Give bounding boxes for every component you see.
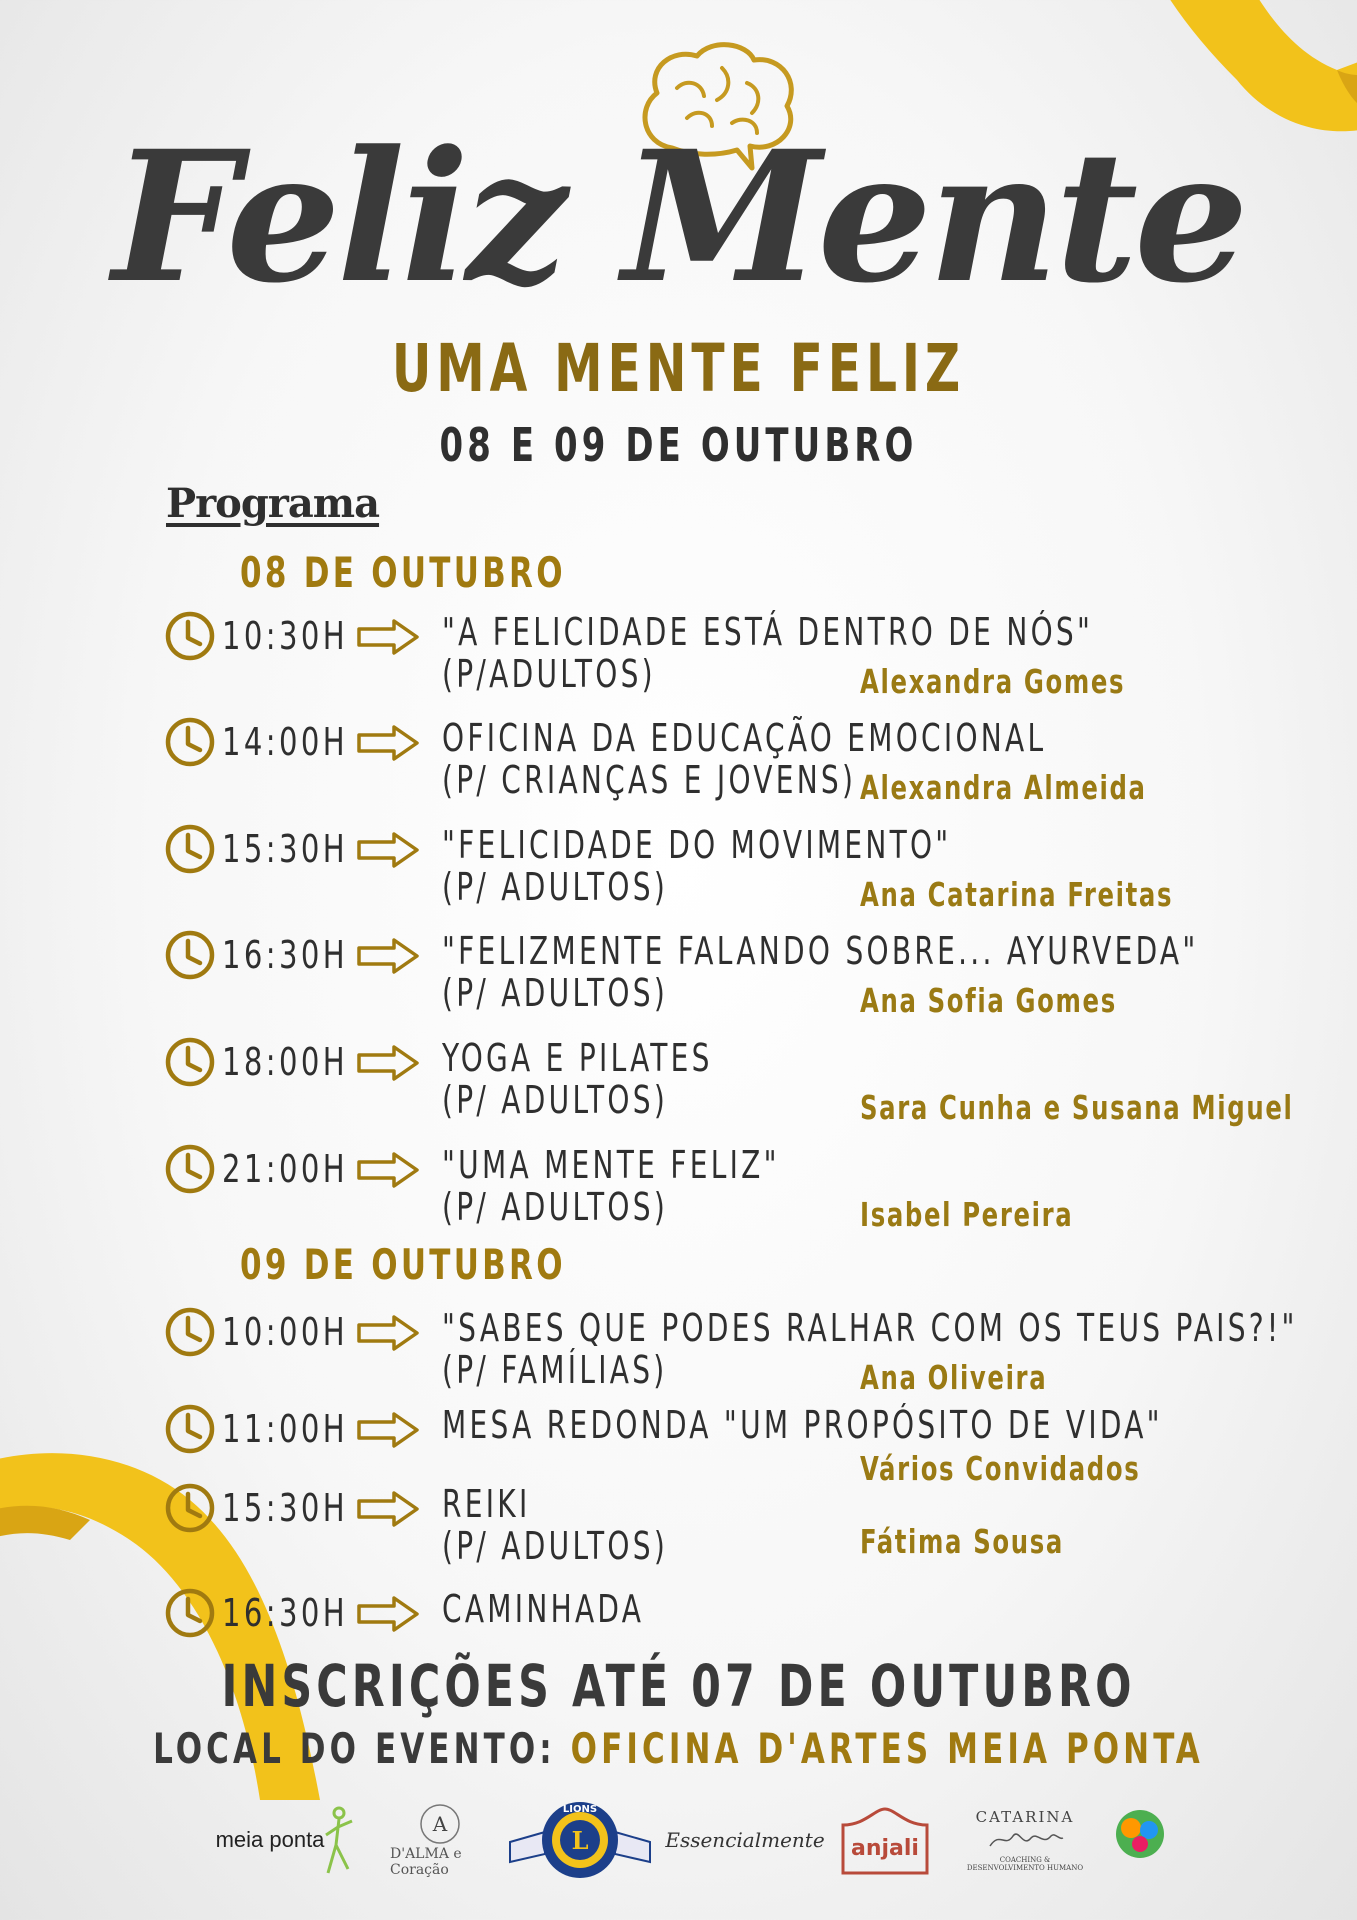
meia-ponta-logo xyxy=(210,1790,360,1890)
day2-heading: 09 DE OUTUBRO xyxy=(240,1240,566,1289)
item-activity: YOGA E PILATES xyxy=(442,1036,713,1080)
clock-icon xyxy=(164,1403,216,1455)
item-time: 18:00H xyxy=(222,1040,348,1084)
clock-icon xyxy=(164,929,216,981)
item-time: 21:00H xyxy=(222,1147,348,1191)
item-activity: "A FELICIDADE ESTÁ DENTRO DE NÓS" xyxy=(442,610,1094,654)
item-activity: "SABES QUE PODES RALHAR COM OS TEUS PAIS?!" xyxy=(442,1306,1298,1350)
item-speaker: Ana Oliveira xyxy=(860,1358,1048,1397)
program-item xyxy=(0,1143,1357,1243)
event-title: Feliz Mente xyxy=(112,112,1245,323)
alma-monogram-icon xyxy=(418,1802,462,1846)
clock-icon xyxy=(164,1143,216,1195)
clock-icon xyxy=(164,823,216,875)
anjali-logo xyxy=(830,1790,940,1890)
item-audience: (P/ ADULTOS) xyxy=(442,865,669,909)
item-time: 14:00H xyxy=(222,720,348,764)
item-time: 10:00H xyxy=(222,1310,348,1354)
arrow-right-icon xyxy=(356,937,420,975)
program-item xyxy=(0,1482,1357,1582)
item-audience: (P/ ADULTOS) xyxy=(442,971,669,1015)
item-speaker: Isabel Pereira xyxy=(860,1195,1074,1234)
lions-logo-text: LIONS xyxy=(562,1804,598,1815)
item-audience: (P/ CRIANÇAS E JOVENS) xyxy=(442,758,857,802)
item-activity: "UMA MENTE FELIZ" xyxy=(442,1143,780,1187)
item-speaker: Vários Convidados xyxy=(860,1449,1141,1488)
clock-icon xyxy=(164,716,216,768)
item-time: 10:30H xyxy=(222,614,348,658)
svg-text:A: A xyxy=(432,1812,448,1836)
program-item xyxy=(0,929,1357,1029)
clock-icon xyxy=(164,1587,216,1639)
event-location xyxy=(122,1724,1235,1773)
arrow-right-icon xyxy=(356,1595,420,1633)
item-activity: OFICINA DA EDUCAÇÃO EMOCIONAL xyxy=(442,716,1047,760)
anjali-logo-text: anjali xyxy=(851,1836,919,1861)
arrow-right-icon xyxy=(356,1490,420,1528)
item-speaker: Fátima Sousa xyxy=(860,1522,1064,1561)
arrow-right-icon xyxy=(356,618,420,656)
svg-text:L: L xyxy=(571,1826,589,1855)
item-audience: (P/ADULTOS) xyxy=(442,652,656,696)
catarina-logo-subtext: COACHING & DESENVOLVIMENTO HUMANO xyxy=(966,1856,1084,1872)
location-value: OFICINA D'ARTES MEIA PONTA xyxy=(570,1724,1204,1773)
arrow-right-icon xyxy=(356,831,420,869)
item-activity: "FELIZMENTE FALANDO SOBRE... AYURVEDA" xyxy=(442,929,1199,973)
catarina-freitas-logo xyxy=(960,1790,1090,1890)
arrow-right-icon xyxy=(356,1411,420,1449)
event-dates: 08 E 09 DE OUTUBRO xyxy=(439,418,918,472)
program-item xyxy=(0,823,1357,923)
item-audience: (P/ ADULTOS) xyxy=(442,1185,669,1229)
item-speaker: Alexandra Almeida xyxy=(860,768,1147,807)
clock-icon xyxy=(164,1036,216,1088)
item-activity: CAMINHADA xyxy=(442,1587,645,1631)
item-speaker: Sara Cunha e Susana Miguel xyxy=(860,1088,1294,1127)
freitas-signature xyxy=(985,1826,1065,1852)
item-audience: (P/ FAMÍLIAS) xyxy=(442,1348,668,1392)
item-time: 16:30H xyxy=(222,933,348,977)
arrow-right-icon xyxy=(356,1151,420,1189)
catarina-logo-text: CATARINA xyxy=(975,1808,1075,1826)
registration-deadline: INSCRIÇÕES ATÉ 07 DE OUTUBRO xyxy=(221,1652,1136,1720)
item-time: 16:30H xyxy=(222,1591,348,1635)
arrow-right-icon xyxy=(356,1044,420,1082)
item-time: 15:30H xyxy=(222,827,348,871)
arrow-right-icon xyxy=(356,1314,420,1352)
essencialmente-logo xyxy=(665,1790,825,1890)
item-time: 15:30H xyxy=(222,1486,348,1530)
item-speaker: Ana Sofia Gomes xyxy=(860,981,1117,1020)
colorful-hands-logo xyxy=(1095,1790,1185,1890)
essencialmente-logo-text: Essencialmente xyxy=(665,1828,825,1852)
item-activity: MESA REDONDA "UM PROPÓSITO DE VIDA" xyxy=(442,1403,1163,1447)
item-activity: REIKI xyxy=(442,1482,531,1526)
program-item xyxy=(0,1306,1357,1406)
dancer-icon xyxy=(324,1805,354,1875)
clock-icon xyxy=(164,1306,216,1358)
event-subtitle: UMA MENTE FELIZ xyxy=(391,330,966,407)
clock-icon xyxy=(164,610,216,662)
meia-ponta-logo-text: meia ponta xyxy=(215,1827,325,1852)
item-speaker: Ana Catarina Freitas xyxy=(860,875,1174,914)
program-item xyxy=(0,1036,1357,1136)
alma-coracao-logo xyxy=(390,1790,490,1890)
item-audience: (P/ ADULTOS) xyxy=(442,1078,669,1122)
lions-logo xyxy=(500,1790,660,1890)
arrow-right-icon xyxy=(356,724,420,762)
item-time: 11:00H xyxy=(222,1407,348,1451)
location-label: LOCAL DO EVENTO: xyxy=(153,1724,556,1773)
program-item xyxy=(0,610,1357,710)
alma-logo-text: D'ALMA e Coração xyxy=(390,1846,462,1878)
program-item xyxy=(0,716,1357,816)
clock-icon xyxy=(164,1482,216,1534)
day1-heading: 08 DE OUTUBRO xyxy=(240,548,566,597)
item-activity: "FELICIDADE DO MOVIMENTO" xyxy=(442,823,952,867)
sponsor-logos xyxy=(200,1790,1160,1890)
program-label: Programa xyxy=(166,480,380,527)
item-speaker: Alexandra Gomes xyxy=(860,662,1126,701)
item-audience: (P/ ADULTOS) xyxy=(442,1524,669,1568)
